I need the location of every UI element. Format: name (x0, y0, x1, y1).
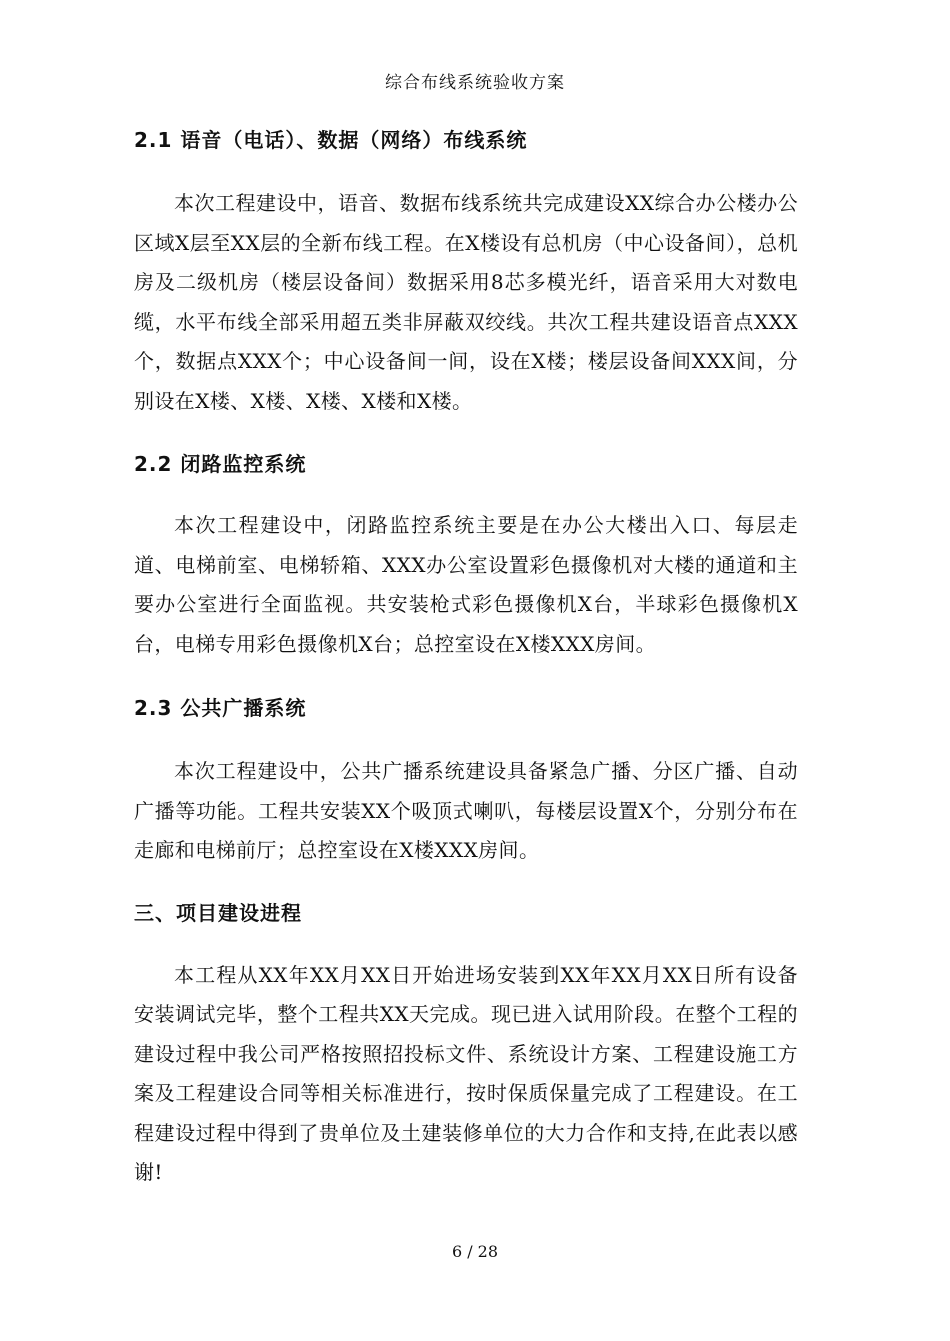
page-number: 6 / 28 (451, 1242, 499, 1261)
section-paragraph-2-1: 本次工程建设中，语音、数据布线系统共完成建设XX综合办公楼办公区域X层至XX层的全新布线工程。在X楼设有总机房（中心设备间），总机房及二级机房（楼层设备间）数据采用8芯多模光纤，语音采用大对数电缆，水平布线全部采用超五类非屏蔽双绞线。共次工程共建设语音点XXX个，数据点XXX个；中心设备间一间，设在X楼；楼层设备间XXX间，分别设在X楼、X楼、X楼、X楼和X楼。 (134, 191, 798, 413)
section-paragraph-2-2: 本次工程建设中，闭路监控系统主要是在办公大楼出入口、每层走道、电梯前室、电梯轿箱、XXX办公室设置彩色摄像机对大楼的通道和主要办公室进行全面监视。共安装枪式彩色摄像机X台，半球彩色摄像机X台，电梯专用彩色摄像机X台；总控室设在X楼XXX房间。 (134, 513, 798, 656)
section-heading-3: 三、项目建设进程 (134, 900, 302, 925)
section-heading-2-3: 2.3 公共广播系统 (134, 696, 307, 720)
section-paragraph-2-3: 本次工程建设中，公共广播系统建设具备紧急广播、分区广播、自动广播等功能。工程共安装XX个吸顶式喇叭，每楼层设置X个，分别分布在走廊和电梯前厅；总控室设在X楼XXX房间。 (134, 759, 798, 862)
section-heading-2-1: 2.1 语音（电话）、数据（网络）布线系统 (134, 128, 528, 152)
running-header: 综合布线系统验收方案 (385, 73, 565, 93)
document-body (134, 124, 798, 1193)
section-heading-2-2: 2.2 闭路监控系统 (134, 452, 307, 476)
section-paragraph-3: 本工程从XX年XX月XX日开始进场安装到XX年XX月XX日所有设备安装调试完毕，整个工程共XX天完成。现已进入试用阶段。在整个工程的建设过程中我公司严格按照招投标文件、系统设计方案、工程建设施工方案及工程建设合同等相关标准进行，按时保质保量完成了工程建设。在工程建设过程中得到了贵单位及土建装修单位的大力合作和支持,在此表以感谢! (134, 962, 798, 1184)
